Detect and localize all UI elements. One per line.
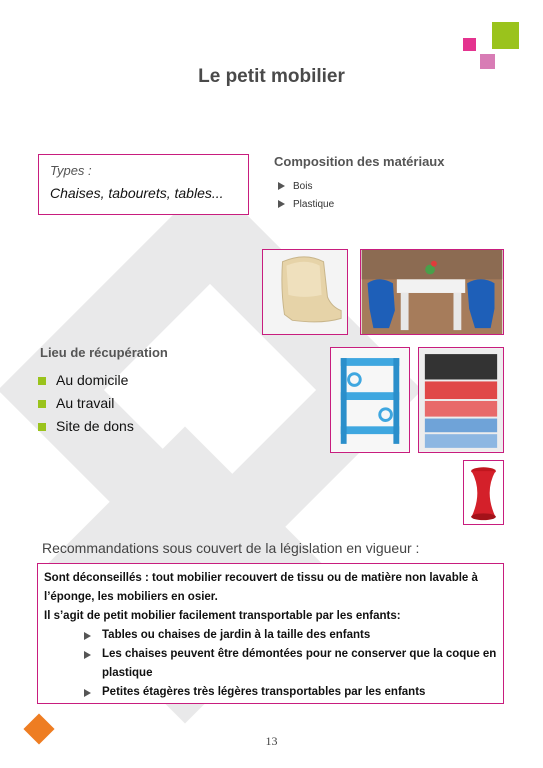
recommandation-bullet: Petites étagères très légères transportables par les enfants <box>102 686 426 698</box>
photo-crates <box>418 347 504 453</box>
lieu-item-label: Site de dons <box>56 418 134 434</box>
lieu-item-label: Au domicile <box>56 372 129 388</box>
list-item <box>278 196 334 214</box>
types-value: Chaises, tabourets, tables... <box>50 185 224 201</box>
list-item <box>38 392 134 415</box>
list-item <box>84 645 497 683</box>
composition-list <box>278 178 334 214</box>
list-item <box>278 178 334 196</box>
triangle-bullet-icon <box>278 200 285 208</box>
recommandation-bullet: Tables ou chaises de jardin à la taille des enfants <box>102 629 371 641</box>
lieu-list <box>38 369 134 438</box>
recommandations-line-2: Il s’agit de petit mobilier facilement transportable par les enfants: <box>44 610 401 622</box>
types-label: Types : <box>50 163 92 178</box>
triangle-bullet-icon <box>84 632 91 640</box>
triangle-bullet-icon <box>278 182 285 190</box>
square-bullet-icon <box>38 423 46 431</box>
lieu-title: Lieu de récupération <box>40 345 168 360</box>
decor-square-green <box>492 22 519 49</box>
list-item <box>38 415 134 438</box>
list-item <box>38 369 134 392</box>
types-box <box>38 154 249 215</box>
photo-red-stool <box>463 460 504 525</box>
recommandation-bullet: Les chaises peuvent être démontées pour ne conserver que la coque en plastique <box>102 648 497 679</box>
decor-square-magenta <box>463 38 476 51</box>
list-item <box>84 683 497 702</box>
composition-item-label: Plastique <box>293 199 335 210</box>
photo-chair-shell <box>262 249 348 335</box>
lieu-item-label: Au travail <box>56 395 115 411</box>
recommandations-line-1: Sont déconseillés : tout mobilier recouvert de tissu ou de matière non lavable à l’éponge, les mobiliers en osier. <box>44 572 478 603</box>
composition-title: Composition des matériaux <box>274 154 445 169</box>
composition-item-label: Bois <box>293 181 313 192</box>
triangle-bullet-icon <box>84 651 91 659</box>
photo-table-chairs <box>360 249 504 335</box>
square-bullet-icon <box>38 377 46 385</box>
recommandations-box <box>37 563 504 704</box>
triangle-bullet-icon <box>84 689 91 697</box>
recommandations-title: Recommandations sous couvert de la législation en vigueur : <box>42 540 420 556</box>
photo-blue-shelf <box>330 347 410 453</box>
square-bullet-icon <box>38 400 46 408</box>
recommandations-list <box>44 626 497 702</box>
page-number: 13 <box>265 734 278 748</box>
page-title: Le petit mobilier <box>198 66 345 87</box>
list-item <box>84 626 497 645</box>
